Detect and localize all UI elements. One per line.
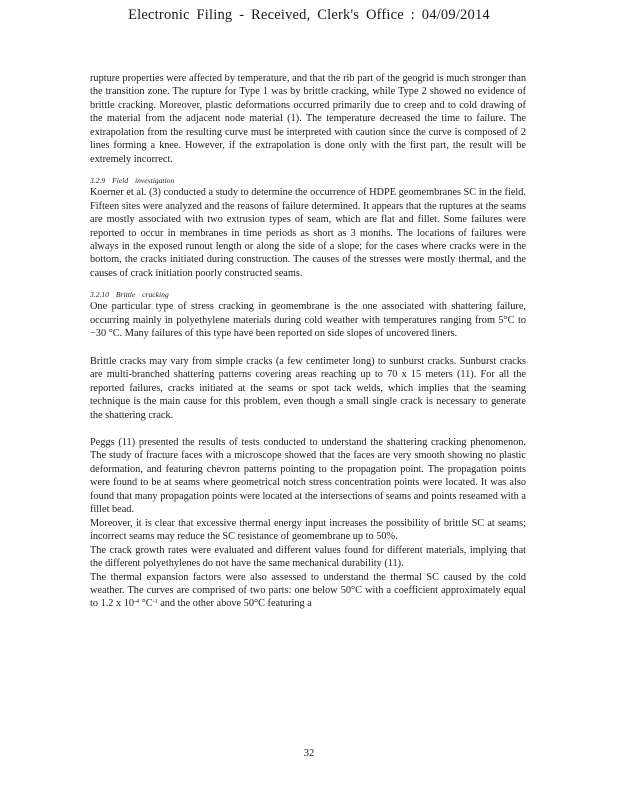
page-number: 32: [303, 748, 315, 759]
paragraph-6-start: The thermal expansion factors were also assessed to understand the thermal SC caused by the cold weather. The curves are comprised of two parts: one below 50°C with a coefficient approximately equal to 1.2 x 10: [90, 571, 526, 610]
body-text: [90, 72, 526, 611]
brittle-cracking-paragraph-4: Moreover, it is clear that excessive thermal energy input increases the possibility of brittle SC at seams; incorrect seams may reduce the SC resistance of geomembrane up to 50%.: [90, 517, 526, 543]
section-heading-brittle-cracking: 3.2.10 Brittle cracking: [90, 290, 169, 300]
spacer: [90, 341, 526, 355]
brittle-cracking-paragraph-1: One particular type of stress cracking in geomembrane is the one associated with shattering failure, occurring mainly in polyethylene materials during cold weather with temperatures ranging from 5°C to −30 °C. Many failures of this type have been reported on side slopes of uncovered liners.: [90, 301, 526, 340]
brittle-cracking-paragraph-2: Brittle cracks may vary from simple cracks (a few centimeter long) to sunburst cracks. Sunburst cracks are multi-branched shattering patterns covering areas reaching up to 70 x 15 meters (11). For all the reported failures, cracks initiated at the seams or spot tack welds, which implies that the seaming technique is the main cause for this problem, even though a small single crack is necessary to generate the shattering crack.: [90, 355, 526, 421]
brittle-cracking-paragraph-6: [90, 571, 526, 611]
section-heading-field-investigation: 3.2.9 Field investigation: [90, 176, 175, 186]
exponent-2: -1: [152, 599, 158, 606]
brittle-cracking-paragraph-5: The crack growth rates were evaluated and different values found for different materials, implying that the different polyethylenes do not have the same mechanical durability (11).: [90, 544, 526, 570]
filing-header: Electronic Filing - Received, Clerk's Office : 04/09/2014: [128, 7, 490, 23]
spacer: [90, 166, 526, 176]
unit-degree-c: °C: [139, 598, 153, 610]
brittle-cracking-paragraph-3: Peggs (11) presented the results of tests conducted to understand the shattering cracking phenomenon. The study of fracture faces with a microscope showed that the faces are very smooth showing no plastic deformation, and featuring chevron patterns pointing to the propagation point. The propagation points were found to be at seams where geometrical notch stress concentration points were located. It was also found that many propagation points were located at the intersections of seams and points reseamed with a fillet bead.: [90, 436, 526, 516]
spacer: [90, 422, 526, 436]
field-investigation-paragraph: Koerner et al. (3) conducted a study to determine the occurrence of HDPE geomembranes SC in the field. Fifteen sites were analyzed and the reasons of failure determined. It appears that the ruptures at the seams are mostly associated with two extrusion types of seam, which are flat and fillet. Some failures were reported to occur in membranes in time periods as short as 3 months. The locations of failures were always in the exposed runout length or along the side of a slope; for the cases where cracks were in the bottom, the cracks initiated during construction. The causes of the stresses were mostly thermal, and the causes of crack initiation poorly constructed seams.: [90, 187, 526, 279]
paragraph-6-end: and the other above 50°C featuring a: [157, 598, 312, 610]
intro-paragraph: rupture properties were affected by temperature, and that the rib part of the geogrid is much stronger than the transition zone. The rupture for Type 1 was by brittle cracking, while Type 2 showed no evidence of brittle cracking. Moreover, plastic deformations occurred primarily due to creep and to cold drawing of the material from the adjacent node material (1). The temperature decreased the time to failure. The extrapolation from the resulting curve must be interpreted with caution since the curve is composed of 2 lines forming a knee. However, if the extrapolation is done only with the first part, the result will be extremely incorrect.: [90, 73, 526, 165]
exponent-1: -4: [134, 599, 140, 606]
spacer: [90, 280, 526, 290]
